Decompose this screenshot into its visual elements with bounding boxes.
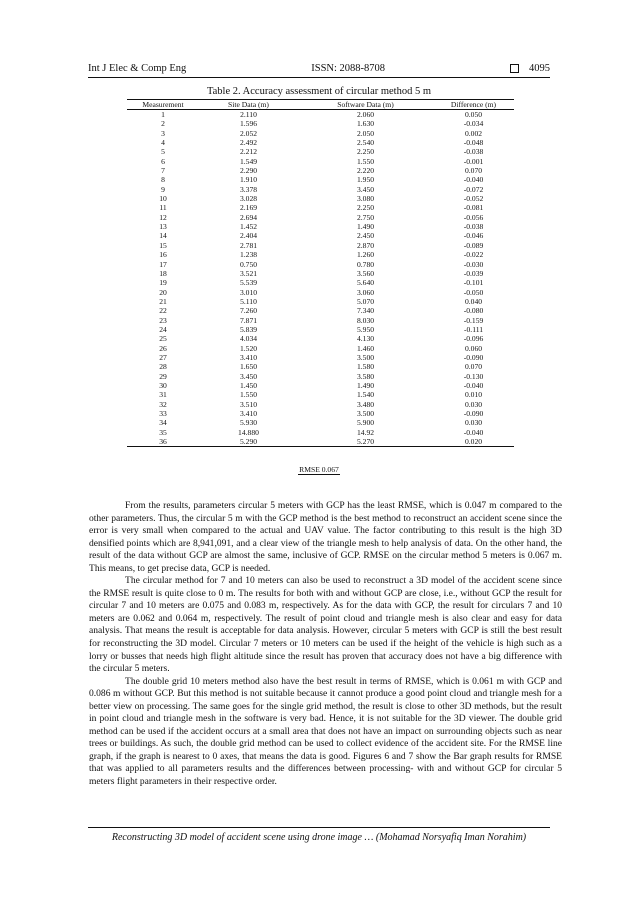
- difference-cell: -0.111: [463, 324, 484, 334]
- measurement-cell: 3: [161, 128, 165, 138]
- issn: ISSN: 2088-8708: [311, 62, 386, 74]
- difference-cell: -0.022: [463, 250, 484, 260]
- software-data-cell: 3.060: [356, 287, 375, 297]
- software-data-cell: 2.060: [356, 110, 375, 119]
- difference-cell: -0.081: [463, 203, 484, 213]
- software-data-cell: 1.260: [356, 250, 375, 260]
- table-row: [127, 409, 514, 418]
- site-data-cell: 2.169: [239, 203, 258, 213]
- site-data-cell: 3.450: [239, 371, 258, 381]
- software-data-cell: 1.550: [356, 156, 375, 166]
- software-data-cell: 0.780: [356, 259, 375, 269]
- software-data-cell: 1.490: [356, 222, 375, 232]
- table-row: [127, 400, 514, 409]
- software-data-cell: 3.080: [356, 194, 375, 204]
- measurement-cell: 10: [159, 194, 167, 204]
- software-data-cell: 2.250: [356, 203, 375, 213]
- difference-cell: -0.159: [463, 315, 484, 325]
- site-data-cell: 5.839: [239, 324, 258, 334]
- difference-cell: -0.130: [463, 371, 484, 381]
- site-data-cell: 1.596: [239, 119, 258, 129]
- table-row: [127, 278, 514, 287]
- difference-cell: 0.060: [464, 343, 483, 353]
- table-row: [127, 269, 514, 278]
- table-row: [127, 147, 514, 156]
- site-data-cell: 2.781: [239, 240, 258, 250]
- paragraph: The double grid 10 meters method also have the best result in terms of RMSE, which is 0.061 m with GCP and 0.086 m without GCP. But this method is not suitable because it cannot produce a good point cloud and triangle mesh for a better view on processing. The same goes for the single grid method, the result is close to other 3D methods, but the result in point cloud and triangle mesh in the software is very bad. Hence, it is not suitable for the 3D viewer. The double grid method can be used if the accident occurs at a small area that does not have an impact on surrounding objects such as near trees or buildings. As such, the double grid method can be used to collect evidence of the accident site. For the RMSE line graph, if the graph is nearest to 0 axes, that means the data is good. Figures 6 and 7 show the Bar graph results for RMSE that was applied to all parameters results and the differences between processing- with and without GCP for circular 5 meters flight parameters in their respective order.: [89, 675, 562, 788]
- table-row: [127, 222, 514, 231]
- site-data-cell: 1.650: [239, 362, 258, 372]
- difference-cell: -0.052: [463, 194, 484, 204]
- site-data-cell: 7.260: [239, 306, 258, 316]
- table-row: [127, 231, 514, 240]
- software-data-cell: 1.580: [356, 362, 375, 372]
- site-data-cell: 3.378: [239, 184, 258, 194]
- site-data-cell: 14.880: [238, 427, 259, 437]
- measurement-cell: 29: [159, 371, 167, 381]
- difference-cell: 0.070: [464, 166, 483, 176]
- measurement-cell: 30: [159, 380, 167, 390]
- site-data-cell: 5.290: [199, 437, 298, 447]
- page-footer: Reconstructing 3D model of accident scene using drone image … (Mohamad Norsyafiq Iman Norahim): [111, 832, 527, 843]
- measurement-cell: 36: [127, 437, 199, 447]
- site-data-cell: 5.930: [239, 418, 258, 428]
- difference-cell: 0.020: [433, 437, 514, 447]
- software-data-cell: 2.540: [356, 138, 375, 148]
- measurement-cell: 35: [159, 427, 167, 437]
- measurement-cell: 9: [161, 184, 165, 194]
- site-data-cell: 3.510: [239, 399, 258, 409]
- difference-cell: -0.038: [463, 222, 484, 232]
- table-header-row: [127, 100, 514, 110]
- difference-cell: -0.039: [463, 268, 484, 278]
- software-data-cell: 1.630: [356, 119, 375, 129]
- site-data-cell: 3.410: [239, 352, 258, 362]
- site-data-cell: 2.212: [239, 147, 258, 157]
- header-rule: [88, 77, 550, 78]
- site-data-cell: 2.110: [240, 110, 257, 119]
- site-data-cell: 1.238: [239, 250, 258, 260]
- site-data-cell: 2.492: [239, 138, 258, 148]
- measurement-cell: 28: [159, 362, 167, 372]
- site-data-cell: 1.910: [239, 175, 258, 185]
- software-data-cell: 2.220: [356, 166, 375, 176]
- footer-rule: [88, 827, 550, 828]
- software-data-cell: 3.450: [356, 184, 375, 194]
- measurement-cell: 19: [159, 278, 167, 288]
- software-data-cell: 1.490: [356, 380, 375, 390]
- table-row: [127, 297, 514, 306]
- software-data-cell: 1.950: [356, 175, 375, 185]
- software-data-cell: 2.050: [356, 128, 375, 138]
- measurement-cell: 18: [159, 268, 167, 278]
- measurement-cell: 21: [159, 296, 167, 306]
- table-row: [127, 316, 514, 325]
- measurement-cell: 22: [159, 306, 167, 316]
- table-row: [127, 353, 514, 362]
- difference-cell: -0.030: [463, 259, 484, 269]
- table-row: [127, 119, 514, 128]
- measurement-cell: 8: [161, 175, 165, 185]
- measurement-cell: 4: [161, 138, 165, 148]
- site-data-cell: 1.549: [239, 156, 258, 166]
- measurement-cell: 25: [159, 334, 167, 344]
- table-row: [127, 138, 514, 147]
- square-bullet-icon: [510, 64, 519, 73]
- table-row: [127, 260, 514, 269]
- measurement-cell: 23: [159, 315, 167, 325]
- software-data-cell: 3.560: [356, 268, 375, 278]
- software-data-cell: 5.070: [356, 296, 375, 306]
- difference-cell: -0.090: [463, 409, 484, 418]
- site-data-cell: 1.520: [239, 343, 258, 353]
- measurement-cell: 17: [159, 259, 167, 269]
- difference-cell: -0.080: [463, 306, 484, 316]
- table-row: [127, 175, 514, 184]
- table-row: [127, 110, 514, 120]
- site-data-cell: 4.034: [239, 334, 258, 344]
- software-data-cell: 2.750: [356, 212, 375, 222]
- table-row: [127, 194, 514, 203]
- site-data-cell: 5.539: [239, 278, 258, 288]
- site-data-cell: 5.110: [240, 296, 257, 306]
- software-data-cell: 8.030: [356, 315, 375, 325]
- site-data-cell: 0.750: [239, 259, 258, 269]
- software-data-cell: 5.640: [356, 278, 375, 288]
- measurement-cell: 5: [161, 147, 165, 157]
- measurement-cell: 27: [159, 352, 167, 362]
- site-data-cell: 3.010: [239, 287, 258, 297]
- difference-cell: -0.056: [463, 212, 484, 222]
- table-row: [127, 166, 514, 175]
- page-number: 4095: [529, 62, 550, 74]
- measurement-cell: 12: [159, 212, 167, 222]
- site-data-cell: 2.052: [239, 128, 258, 138]
- difference-cell: 0.010: [464, 390, 483, 400]
- journal-name: Int J Elec & Comp Eng: [88, 62, 187, 74]
- software-data-cell: 5.950: [356, 324, 375, 334]
- software-data-cell: 1.540: [356, 390, 375, 400]
- measurement-cell: 6: [161, 156, 165, 166]
- measurement-cell: 31: [159, 390, 167, 400]
- site-data-cell: 2.290: [239, 166, 258, 176]
- difference-cell: -0.040: [463, 175, 484, 185]
- difference-cell: -0.096: [463, 334, 484, 344]
- table-row: [127, 306, 514, 315]
- page-header: [88, 60, 550, 76]
- header-right: [510, 63, 550, 74]
- table-caption: Table 2. Accuracy assessment of circular method 5 m: [206, 86, 432, 97]
- software-data-cell: 7.340: [356, 306, 375, 316]
- column-header-software-data: Software Data (m): [298, 100, 433, 110]
- table-row: [127, 203, 514, 212]
- difference-cell: -0.040: [463, 427, 484, 437]
- software-data-cell: 4.130: [356, 334, 375, 344]
- software-data-cell: 2.450: [356, 231, 375, 241]
- measurement-cell: 11: [159, 203, 167, 213]
- column-header-difference: Difference (m): [433, 100, 514, 110]
- table-row: [127, 344, 514, 353]
- paragraph: From the results, parameters circular 5 meters with GCP has the least RMSE, which is 0.047 m compared to the other parameters. Thus, the circular 5 m with the GCP method is the best method to reconstruct an accident scene since the error is very small when compared to the actual and UAV value. The factor contributing to this result is the high 3D densified points which are 8,941,091, and a clear view of the triangle mesh to help analysis of data. On the other hand, the result of the data without GCP are almost the same, inclusive of GCP. RMSE on the circular method 5 meters is 0.067 m. This means, to get precise data, GCP is needed.: [89, 500, 562, 574]
- accuracy-table: [127, 99, 514, 447]
- measurement-cell: 20: [159, 287, 167, 297]
- table-row: [127, 372, 514, 381]
- difference-cell: 0.070: [464, 362, 483, 372]
- measurement-cell: 15: [159, 240, 167, 250]
- difference-cell: -0.034: [463, 119, 484, 129]
- table-body: [127, 110, 514, 447]
- measurement-cell: 33: [159, 409, 167, 418]
- software-data-cell: 3.500: [356, 352, 375, 362]
- table-row: [127, 418, 514, 427]
- measurement-cell: 7: [161, 166, 165, 176]
- rmse-row: [0, 465, 638, 474]
- table-row: [127, 325, 514, 334]
- site-data-cell: 3.410: [239, 409, 258, 418]
- software-data-cell: 14.92: [356, 427, 375, 437]
- rmse-value: RMSE 0.067: [299, 465, 339, 474]
- software-data-cell: 2.870: [356, 240, 375, 250]
- difference-cell: -0.046: [463, 231, 484, 241]
- table-row: [127, 157, 514, 166]
- difference-cell: -0.090: [463, 352, 484, 362]
- table-row: [127, 334, 514, 343]
- difference-cell: -0.001: [463, 156, 484, 166]
- software-data-cell: 1.460: [356, 343, 375, 353]
- software-data-cell: 5.270: [298, 437, 433, 447]
- software-data-cell: 3.480: [356, 399, 375, 409]
- site-data-cell: 7.871: [239, 315, 258, 325]
- site-data-cell: 1.452: [239, 222, 258, 232]
- software-data-cell: 2.250: [356, 147, 375, 157]
- table-row: [127, 288, 514, 297]
- measurement-cell: 34: [159, 418, 167, 428]
- table-row: [127, 241, 514, 250]
- column-header-measurement: Measurement: [127, 100, 199, 110]
- difference-cell: -0.050: [463, 287, 484, 297]
- difference-cell: 0.030: [464, 399, 483, 409]
- measurement-cell: 24: [159, 324, 167, 334]
- table-row: [127, 185, 514, 194]
- difference-cell: -0.072: [463, 184, 484, 194]
- site-data-cell: 1.550: [239, 390, 258, 400]
- column-header-site-data: Site Data (m): [199, 100, 298, 110]
- difference-cell: 0.040: [464, 296, 483, 306]
- difference-cell: -0.040: [463, 380, 484, 390]
- table-row: [127, 428, 514, 437]
- difference-cell: -0.089: [463, 240, 484, 250]
- site-data-cell: 2.694: [239, 212, 258, 222]
- site-data-cell: 1.450: [239, 380, 258, 390]
- table-row: [127, 129, 514, 138]
- measurement-cell: 2: [161, 119, 165, 129]
- table-row: [127, 362, 514, 371]
- software-data-cell: 3.580: [356, 371, 375, 381]
- measurement-cell: 16: [159, 250, 167, 260]
- measurement-cell: 14: [159, 231, 167, 241]
- body-text: [89, 500, 562, 789]
- measurement-cell: 32: [159, 399, 167, 409]
- difference-cell: 0.030: [464, 418, 483, 428]
- table-row: [127, 213, 514, 222]
- site-data-cell: 3.521: [239, 268, 258, 278]
- table-row: [127, 390, 514, 399]
- measurement-cell: 1: [161, 110, 165, 119]
- software-data-cell: 5.900: [356, 418, 375, 428]
- difference-cell: -0.101: [463, 278, 484, 288]
- paragraph: The circular method for 7 and 10 meters can also be used to reconstruct a 3D model of the accident scene since the RMSE result is quite close to 0 m. The results for both with and without GCP are close, i.e., without GCP the result for circular 7 and 10 meters are 0.075 and 0.083 m, respectively. As for the data with GCP, the result for circulars 7 and 10 meters are 0.062 and 0.064 m, respectively. The result of point cloud and triangle mesh is also clear and easy for data analysis. That means the result is acceptable for data analysis. However, circular 5 meters with GCP is still the best result for reconstructing the 3D model. Circular 7 meters or 10 meters can be used if the height of the vehicle is high such as a lorry or busses that needs high flight altitude since the result has proven that accuracy does not have a big difference with the circular 5 meters.: [89, 575, 562, 675]
- difference-cell: -0.038: [463, 147, 484, 157]
- difference-cell: 0.050: [464, 110, 483, 119]
- difference-cell: 0.002: [464, 128, 483, 138]
- measurement-cell: 26: [159, 343, 167, 353]
- software-data-cell: 3.500: [356, 409, 375, 418]
- measurement-cell: 13: [159, 222, 167, 232]
- table-row: [127, 437, 514, 447]
- table-row: [127, 250, 514, 259]
- site-data-cell: 3.028: [239, 194, 258, 204]
- difference-cell: -0.048: [463, 138, 484, 148]
- table-row: [127, 381, 514, 390]
- site-data-cell: 2.404: [239, 231, 258, 241]
